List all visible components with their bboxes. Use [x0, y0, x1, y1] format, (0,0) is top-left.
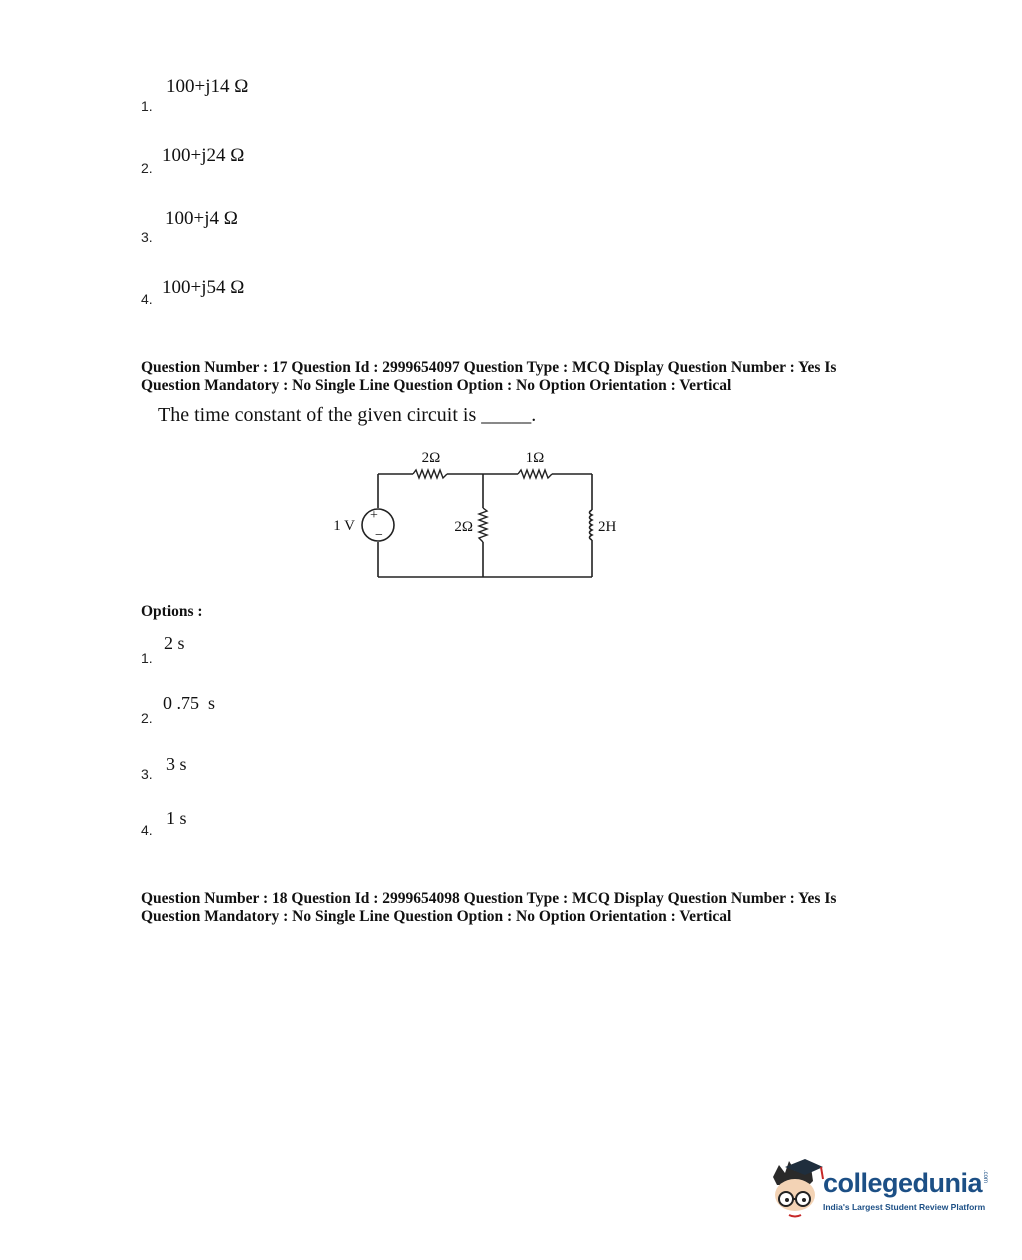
prev-option-4-number: 4.	[141, 291, 153, 307]
resistor-2ohm-shunt-label: 2Ω	[454, 519, 473, 535]
prev-option-2-number: 2.	[141, 160, 153, 176]
source-plus: +	[370, 508, 378, 523]
circuit-wires	[378, 474, 592, 577]
q17-option-3-number: 3.	[141, 766, 153, 782]
q18-meta-line-1: Question Number : 18 Question Id : 2999654098 Question Type : MCQ Display Question Number : Yes Is	[141, 890, 837, 907]
q18-metadata	[141, 890, 881, 926]
prev-option-1-number: 1.	[141, 98, 153, 114]
q17-option-4-text: 1 s	[166, 808, 187, 828]
source-minus: −	[375, 528, 383, 543]
q17-option-2-number: 2.	[141, 710, 153, 726]
resistor-2ohm-series	[413, 470, 447, 478]
prev-option-2-text: 100+j24 Ω	[162, 145, 245, 166]
inductor-2h	[590, 510, 593, 540]
inductor-2h-label: 2H	[598, 519, 617, 535]
q17-option-3-text: 3 s	[166, 754, 187, 774]
resistor-1ohm-series	[518, 470, 552, 478]
q17-option-1-text: 2 s	[164, 633, 185, 653]
q17-option-4-number: 4.	[141, 822, 153, 838]
q17-meta-line-2: Question Mandatory : No Single Line Question Option : No Option Orientation : Vertical	[141, 377, 732, 394]
logo-brand-name: collegedunia	[823, 1168, 983, 1198]
resistor-2ohm-series-label: 2Ω	[421, 450, 441, 466]
q17-circuit-diagram	[325, 440, 635, 588]
source-label: 1 V	[333, 518, 355, 534]
resistor-2ohm-shunt	[479, 508, 487, 542]
q17-options-heading: Options :	[141, 603, 203, 620]
q17-meta-line-1: Question Number : 17 Question Id : 2999654097 Question Type : MCQ Display Question Number : Yes Is	[141, 359, 837, 376]
prev-option-3-text: 100+j4 Ω	[165, 208, 238, 229]
resistor-1ohm-series-label: 1Ω	[525, 450, 545, 466]
q17-option-2-text: 0 .75 s	[163, 693, 216, 713]
q17-metadata	[141, 359, 881, 395]
q18-meta-line-2: Question Mandatory : No Single Line Question Option : No Option Orientation : Vertical	[141, 908, 732, 925]
q17-option-1-number: 1.	[141, 650, 153, 666]
prev-option-4-text: 100+j54 Ω	[162, 277, 245, 298]
logo-dotcom: .com	[982, 1170, 988, 1184]
q17-question-text: The time constant of the given circuit is _____.	[158, 404, 537, 426]
logo-tagline: India's Largest Student Review Platform	[823, 1202, 986, 1212]
prev-option-3-number: 3.	[141, 229, 153, 245]
prev-option-1-text: 100+j14 Ω	[166, 76, 249, 97]
